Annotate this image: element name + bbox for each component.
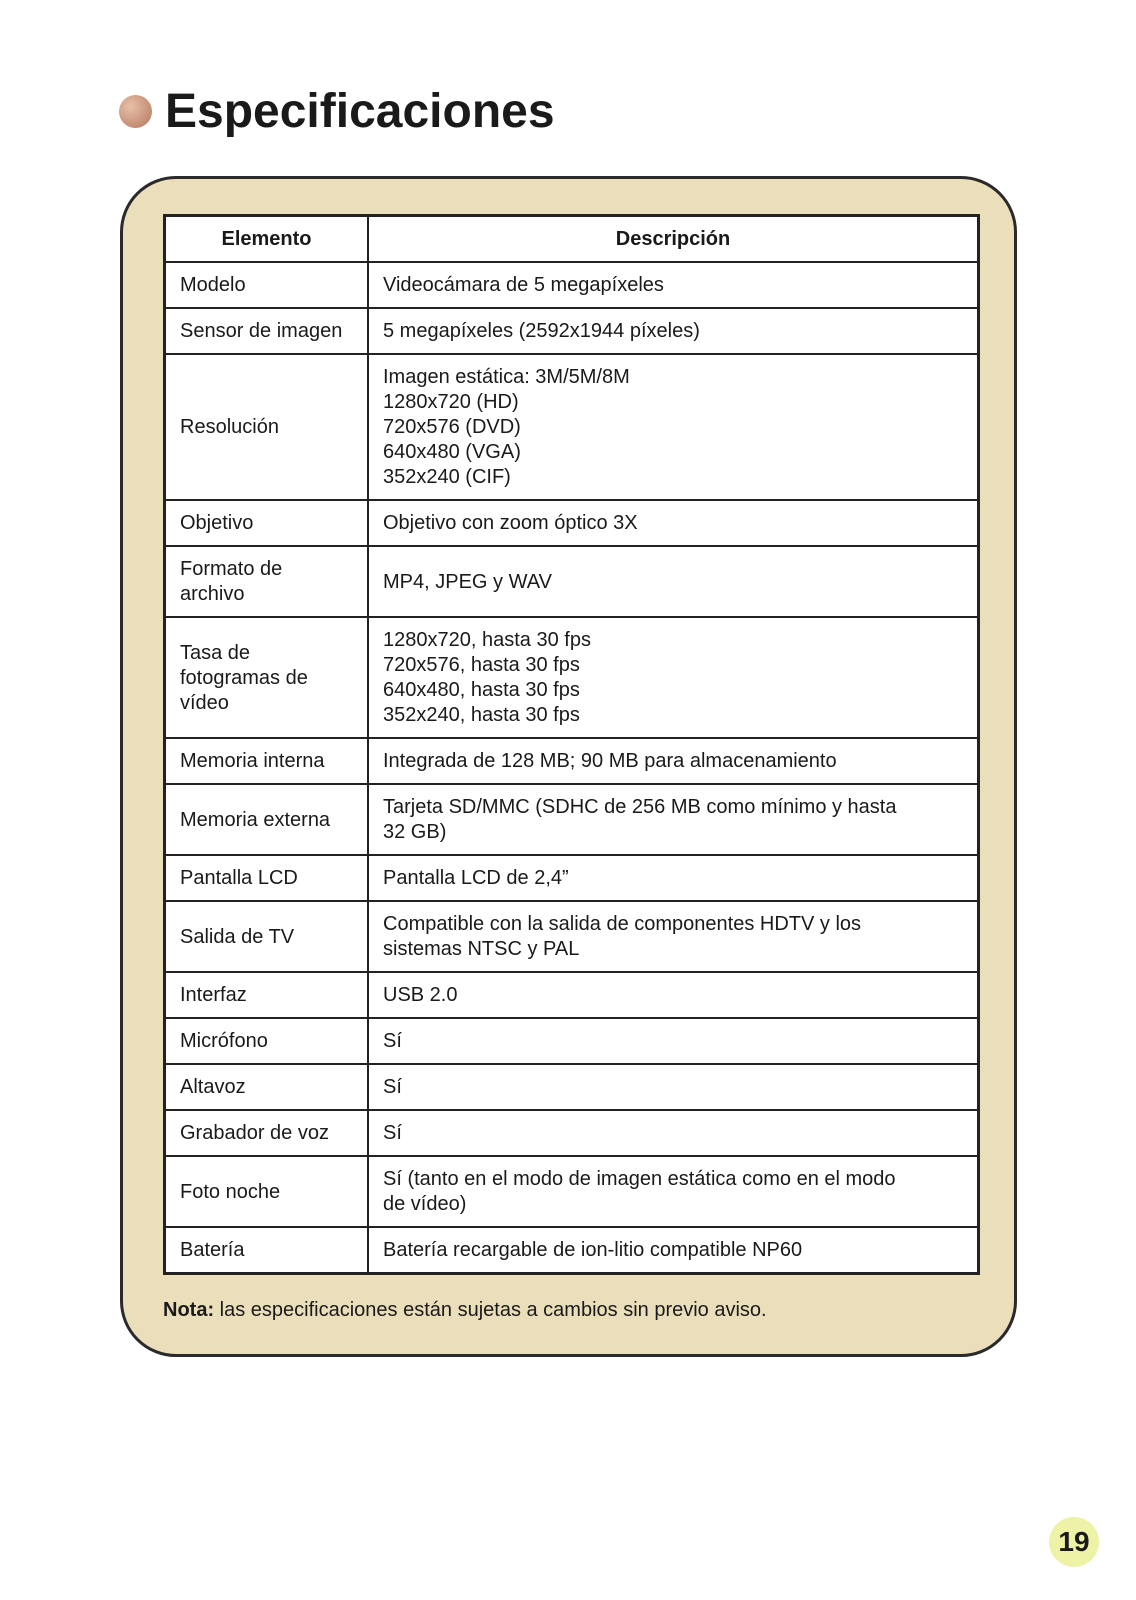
- row-item: Salida de TV: [165, 901, 369, 972]
- table-row: [165, 738, 979, 784]
- row-description: Sí: [368, 1110, 979, 1156]
- table-row: [165, 855, 979, 901]
- page-title: Especificaciones: [165, 84, 555, 138]
- row-item: Tasa de fotogramas de vídeo: [165, 617, 369, 738]
- table-row: [165, 1064, 979, 1110]
- row-item: Formato de archivo: [165, 546, 369, 617]
- row-description: 1280x720, hasta 30 fps 720x576, hasta 30 fps 640x480, hasta 30 fps 352x240, hasta 30 fps: [368, 617, 979, 738]
- row-item: Grabador de voz: [165, 1110, 369, 1156]
- table-row: [165, 308, 979, 354]
- row-description: MP4, JPEG y WAV: [368, 546, 979, 617]
- table-row: [165, 1018, 979, 1064]
- table-row: [165, 617, 979, 738]
- table-row: [165, 546, 979, 617]
- table-row: [165, 1156, 979, 1227]
- note-text: las especificaciones están sujetas a cambios sin previo aviso.: [214, 1299, 767, 1321]
- note-label: Nota:: [163, 1299, 215, 1321]
- page-number-badge: [1049, 1517, 1099, 1567]
- row-item: Resolución: [165, 354, 369, 500]
- table-row: [165, 1227, 979, 1274]
- row-description: Integrada de 128 MB; 90 MB para almacenamiento: [368, 738, 979, 784]
- page-number: 19: [1058, 1526, 1090, 1557]
- row-item: Sensor de imagen: [165, 308, 369, 354]
- table-row: [165, 1110, 979, 1156]
- table-row: [165, 354, 979, 500]
- table-row: [165, 262, 979, 308]
- row-description: Sí: [368, 1064, 979, 1110]
- row-item: Modelo: [165, 262, 369, 308]
- table-row: [165, 500, 979, 546]
- row-item: Batería: [165, 1227, 369, 1274]
- table-row: [165, 784, 979, 855]
- row-description: Tarjeta SD/MMC (SDHC de 256 MB como mínimo y hasta 32 GB): [368, 784, 979, 855]
- header-item: Elemento: [165, 216, 369, 263]
- row-description: Videocámara de 5 megapíxeles: [368, 262, 979, 308]
- row-item: Memoria externa: [165, 784, 369, 855]
- row-item: Altavoz: [165, 1064, 369, 1110]
- note: [163, 1298, 767, 1323]
- row-item: Foto noche: [165, 1156, 369, 1227]
- table-row: [165, 901, 979, 972]
- row-description: Objetivo con zoom óptico 3X: [368, 500, 979, 546]
- row-item: Memoria interna: [165, 738, 369, 784]
- row-item: Interfaz: [165, 972, 369, 1018]
- row-description: Compatible con la salida de componentes HDTV y los sistemas NTSC y PAL: [368, 901, 979, 972]
- row-description: Imagen estática: 3M/5M/8M 1280x720 (HD) 720x576 (DVD) 640x480 (VGA) 352x240 (CIF): [368, 354, 979, 500]
- row-description: USB 2.0: [368, 972, 979, 1018]
- row-description: Batería recargable de ion-litio compatible NP60: [368, 1227, 979, 1274]
- row-item: Micrófono: [165, 1018, 369, 1064]
- spec-table: [163, 214, 980, 1275]
- page-title-row: [119, 80, 555, 142]
- table-row: [165, 972, 979, 1018]
- row-item: Objetivo: [165, 500, 369, 546]
- row-description: Pantalla LCD de 2,4”: [368, 855, 979, 901]
- row-description: Sí (tanto en el modo de imagen estática como en el modo de vídeo): [368, 1156, 979, 1227]
- row-description: 5 megapíxeles (2592x1944 píxeles): [368, 308, 979, 354]
- row-item: Pantalla LCD: [165, 855, 369, 901]
- table-header-row: [165, 216, 979, 263]
- header-description: Descripción: [368, 216, 979, 263]
- row-description: Sí: [368, 1018, 979, 1064]
- title-bullet-icon: [119, 95, 152, 128]
